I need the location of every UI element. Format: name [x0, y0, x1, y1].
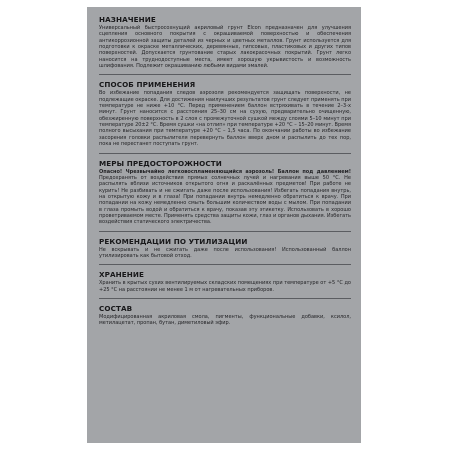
divider [99, 74, 351, 75]
section-heading-usage: СПОСОБ ПРИМЕНЕНИЯ [99, 80, 196, 90]
section-storage [99, 270, 351, 293]
product-label [87, 7, 361, 443]
section-usage [99, 80, 351, 147]
section-heading-storage: ХРАНЕНИЕ [99, 270, 145, 280]
section-composition [99, 304, 351, 327]
section-heading-composition: СОСТАВ [99, 303, 133, 313]
section-text-storage: Хранить в крытых сухих вентилируемых складских помещениях при температуре от +5 °С до +25 °С на расстоянии не менее 1 м от нагревательных приборов. [99, 280, 351, 293]
divider [99, 153, 351, 154]
section-heading-purpose: НАЗНАЧЕНИЕ [99, 15, 156, 24]
divider [99, 298, 351, 299]
section-text-usage: Во избежание попадания следов аэрозоля рекомендуется защищать поверхности, не подлежащие окраске. Для достижения наилучших результатов грунт следует применять при температуре не ниже +10 °С. Перед применением баллон встряхивать в течение 2–3-х минут. Грунт наносится с расстояния 25–30 см на сухую, предварительно очищенную, обезжиренную поверхность в 2 слоя с промежуточной сушкой между слоями 5–10 минут при температуре 20±2 °С. Время сушки «на отлип» при температуре +20 °С – 15–20 минут. Время полного высыхания при температуре +20 °С – 1,5 часа. По окончании работы во избежание засорения головки распылителя перевернуть баллон вверх дном и распылить до тех пор, пока не перестанет поступать грунт. [99, 90, 351, 148]
section-text-composition: Модифицированная акриловая смола, пигменты, функциональные добавки, ксилол, метилацетат, пропан, бутан, диметиловый эфир. [99, 313, 351, 327]
section-purpose [99, 15, 351, 69]
section-disposal [99, 237, 351, 260]
section-heading-precautions: МЕРЫ ПРЕДОСТОРОЖНОСТИ [99, 158, 222, 168]
section-text-purpose: Универсальный быстросохнущий акриловый грунт Elcon предназначен для улучшения сцепления основного покрытия с окрашиваемой поверхностью и обеспечения антикоррозионной защиты деталей из черных и цветных металлов. Грунт используется для подготовки к окраске металлических, деревянных, гипсовых, пластиковых и других типов поверхностей. Допускается грунтование старых лакокрасочных покрытий. Грунт легко наносится на труднодоступные места, имеет хорошую укрывистость и возможность шлифования. Подлежит окрашиванию любыми видами эмалей. [99, 25, 351, 70]
section-precautions [99, 159, 351, 226]
precautions-detail-text: Предохранять от воздействия прямых солнечных лучей и нагревания выше 50 °С. Не распылять вблизи источников открытого огня и раскалённых предметов! При работе не курить! Не разбивать и не сжигать даже после использования! Избегать попадания внутрь, на открытую кожу и в глаза! При попадании внутрь немедленно обратиться к врачу. При попадании на кожу немедленно смыть большим количеством воды с мылом. При попадании в глаза промыть водой и обратиться к врачу, показав эту этикетку. Использовать в хорошо проветриваемом месте. Применять средства защиты кожи, глаз и органов дыхания. Избегать воздействия статического электричества. [99, 174, 351, 226]
section-heading-disposal: РЕКОМЕНДАЦИИ ПО УТИЛИЗАЦИИ [99, 236, 248, 246]
divider [99, 231, 351, 232]
section-text-precautions [99, 169, 351, 226]
warning-lead-text: Опасно! Чрезвычайно легковоспламеняющийся аэрозоль! Баллон под давлением! [99, 168, 351, 175]
section-text-disposal: Не вскрывать и не сжигать даже после использования! Использованный баллон утилизировать как бытовой отход. [99, 246, 351, 259]
divider [99, 264, 351, 265]
